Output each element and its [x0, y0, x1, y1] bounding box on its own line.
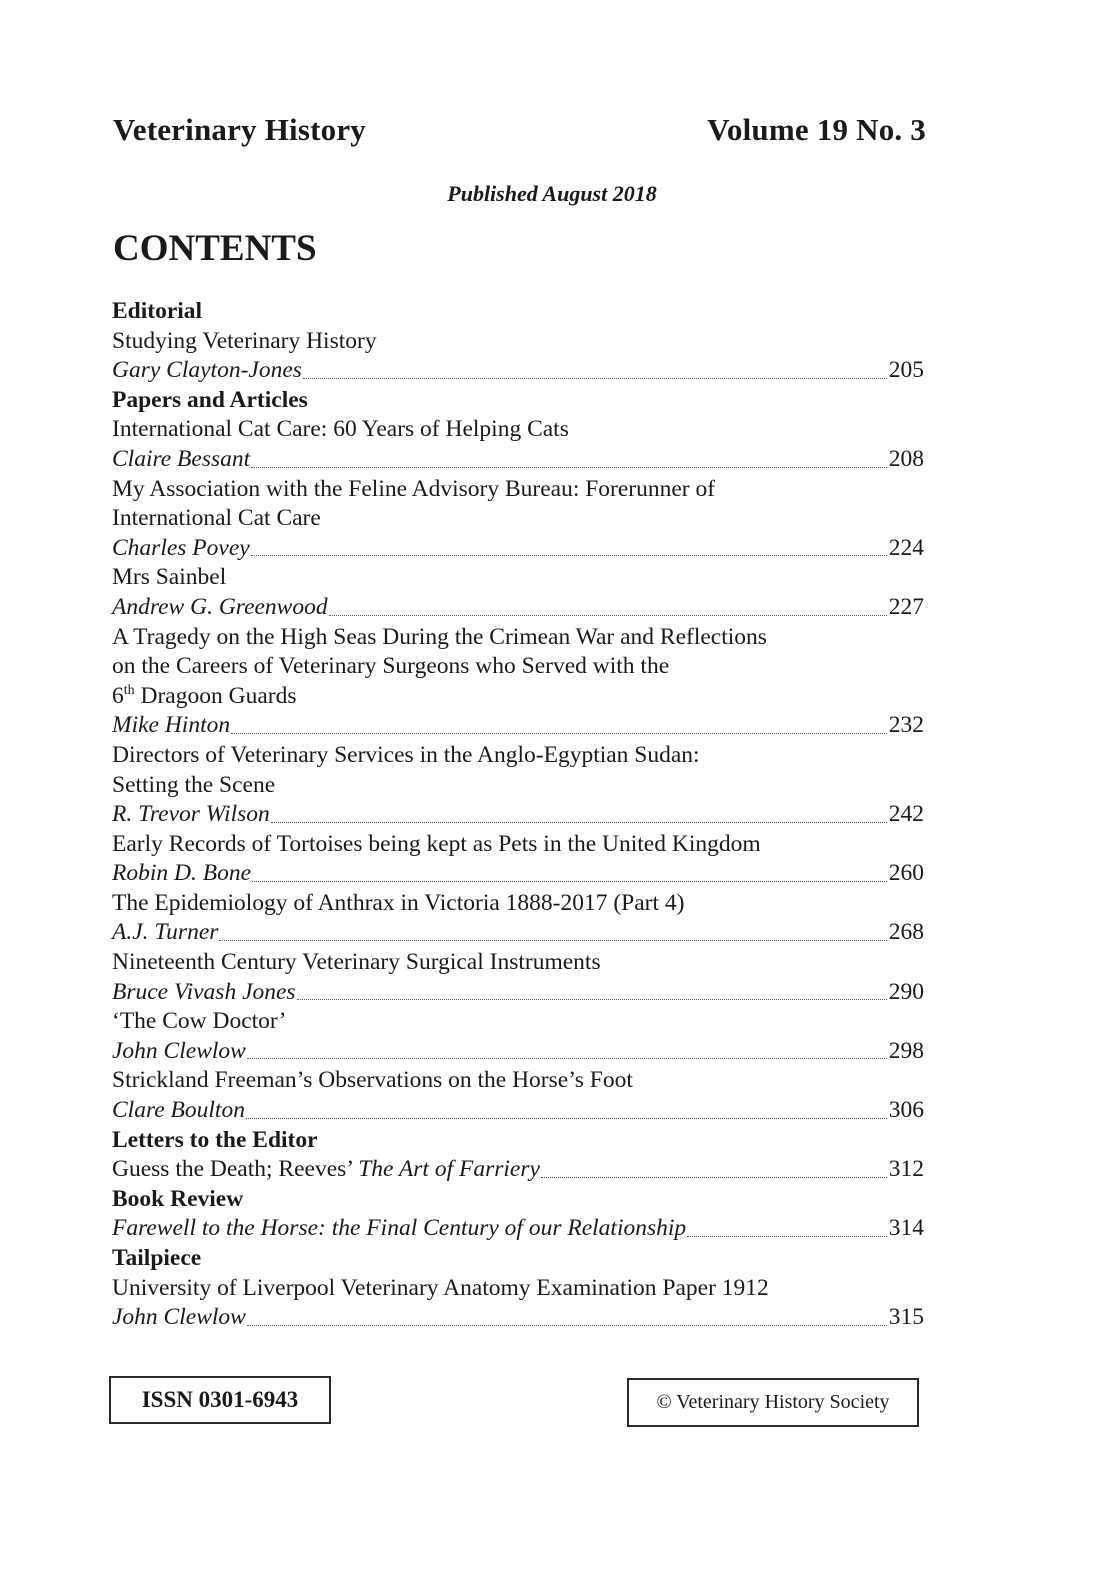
entry-title: University of Liverpool Veterinary Anatomy Examination Paper 1912 — [112, 1274, 769, 1301]
entry-title-continued: on the Careers of Veterinary Surgeons who Served with the — [112, 653, 670, 680]
entry-author: Claire Bessant — [112, 445, 251, 472]
journal-title: Veterinary History — [113, 112, 366, 147]
entry-author-row — [112, 1096, 924, 1126]
entry-title-mixed — [112, 1155, 540, 1185]
entry-title: A Tragedy on the High Seas During the Crimean War and Reflections — [112, 623, 767, 650]
issn-box: ISSN 0301-6943 — [109, 1376, 331, 1424]
volume-number: Volume 19 No. 3 — [707, 112, 926, 147]
publication-date: Published August 2018 — [447, 181, 657, 206]
entry-title: My Association with the Feline Advisory Bureau: Forerunner of — [112, 475, 716, 502]
entry-author-row — [112, 711, 924, 741]
entry-author-row — [112, 978, 924, 1008]
page-number: 312 — [888, 1156, 924, 1183]
entry-title-continued: Setting the Scene — [112, 771, 276, 798]
dot-leader — [297, 998, 887, 1000]
entry-author: John Clewlow — [112, 1304, 246, 1331]
ordinal-number: 6 — [112, 682, 124, 709]
entry-book-title: Farewell to the Horse: the Final Century of our Relationship — [112, 1215, 687, 1242]
entry-title: International Cat Care: 60 Years of Helping Cats — [112, 416, 569, 443]
entry-author: Charles Povey — [112, 534, 250, 561]
entry-author: R. Trevor Wilson — [112, 801, 270, 828]
entry-title: Mrs Sainbel — [112, 564, 227, 591]
entry-author: Mike Hinton — [112, 712, 231, 739]
page-number: 232 — [888, 712, 924, 739]
dot-leader — [271, 821, 887, 823]
entry-author-row — [112, 1037, 924, 1067]
title-remainder: Dragoon Guards — [134, 682, 297, 709]
entry-author: Bruce Vivash Jones — [112, 978, 296, 1005]
entry-title: ‘The Cow Doctor’ — [112, 1008, 287, 1035]
entry-author-row — [112, 800, 924, 830]
entry-letters-row — [112, 1155, 924, 1185]
entry-title: Directors of Veterinary Services in the Anglo-Egyptian Sudan: — [112, 741, 700, 768]
page-number: 268 — [888, 919, 924, 946]
page-number: 242 — [888, 801, 924, 828]
entry-title: Early Records of Tortoises being kept as Pets in the United Kingdom — [112, 830, 761, 857]
page-number: 224 — [888, 534, 924, 561]
ordinal-suffix: th — [123, 682, 135, 698]
page-number: 205 — [888, 357, 924, 384]
page-number: 208 — [888, 445, 924, 472]
section-heading-book-review: Book Review — [112, 1185, 244, 1212]
entry-author-row — [112, 1303, 924, 1333]
copyright-box: © Veterinary History Society — [627, 1378, 919, 1427]
page-number: 315 — [888, 1304, 924, 1331]
dot-leader — [246, 1117, 887, 1119]
section-heading-tailpiece: Tailpiece — [112, 1245, 202, 1271]
dot-leader — [231, 732, 887, 734]
entry-title-continued — [112, 682, 924, 712]
dot-leader — [247, 1324, 887, 1326]
entry-author: Gary Clayton-Jones — [112, 357, 302, 384]
section-heading-papers: Papers and Articles — [112, 386, 308, 413]
dot-leader — [541, 1176, 887, 1178]
dot-leader — [251, 554, 887, 556]
entry-title: The Epidemiology of Anthrax in Victoria 1888-2017 (Part 4) — [112, 889, 685, 916]
entry-title-continued: International Cat Care — [112, 505, 321, 532]
section-heading-editorial: Editorial — [112, 298, 203, 324]
page-number: 290 — [888, 978, 924, 1005]
entry-author: Clare Boulton — [112, 1097, 245, 1124]
entry-author: Robin D. Bone — [112, 860, 252, 887]
entry-title-italic: The Art of Farriery — [358, 1156, 540, 1183]
page-number: 298 — [888, 1037, 924, 1064]
dot-leader — [252, 880, 887, 882]
entry-author-row — [112, 918, 924, 948]
entry-author-row — [112, 859, 924, 889]
section-heading-letters: Letters to the Editor — [112, 1126, 318, 1153]
dot-leader — [251, 466, 887, 468]
entry-book-row — [112, 1214, 924, 1244]
entry-title-plain: Guess the Death; Reeves’ — [112, 1156, 359, 1183]
dot-leader — [329, 614, 887, 616]
entry-title: Studying Veterinary History — [112, 327, 377, 354]
entry-title: Strickland Freeman’s Observations on the Horse’s Foot — [112, 1067, 633, 1094]
page-number: 227 — [888, 593, 924, 620]
dot-leader — [687, 1235, 887, 1237]
page-number: 260 — [888, 860, 924, 887]
entry-author-row — [112, 356, 924, 386]
entry-author-row — [112, 593, 924, 623]
page-number: 314 — [888, 1215, 924, 1242]
entry-author: Andrew G. Greenwood — [112, 593, 328, 620]
contents-heading: CONTENTS — [113, 228, 317, 269]
entry-title: Nineteenth Century Veterinary Surgical Instruments — [112, 949, 601, 976]
table-of-contents — [112, 297, 924, 1333]
entry-author-row — [112, 534, 924, 564]
entry-author: A.J. Turner — [112, 919, 219, 946]
dot-leader — [303, 377, 887, 379]
entry-author-row — [112, 445, 924, 475]
entry-author: John Clewlow — [112, 1037, 246, 1064]
page-number: 306 — [888, 1097, 924, 1124]
dot-leader — [219, 939, 886, 941]
dot-leader — [247, 1057, 887, 1059]
